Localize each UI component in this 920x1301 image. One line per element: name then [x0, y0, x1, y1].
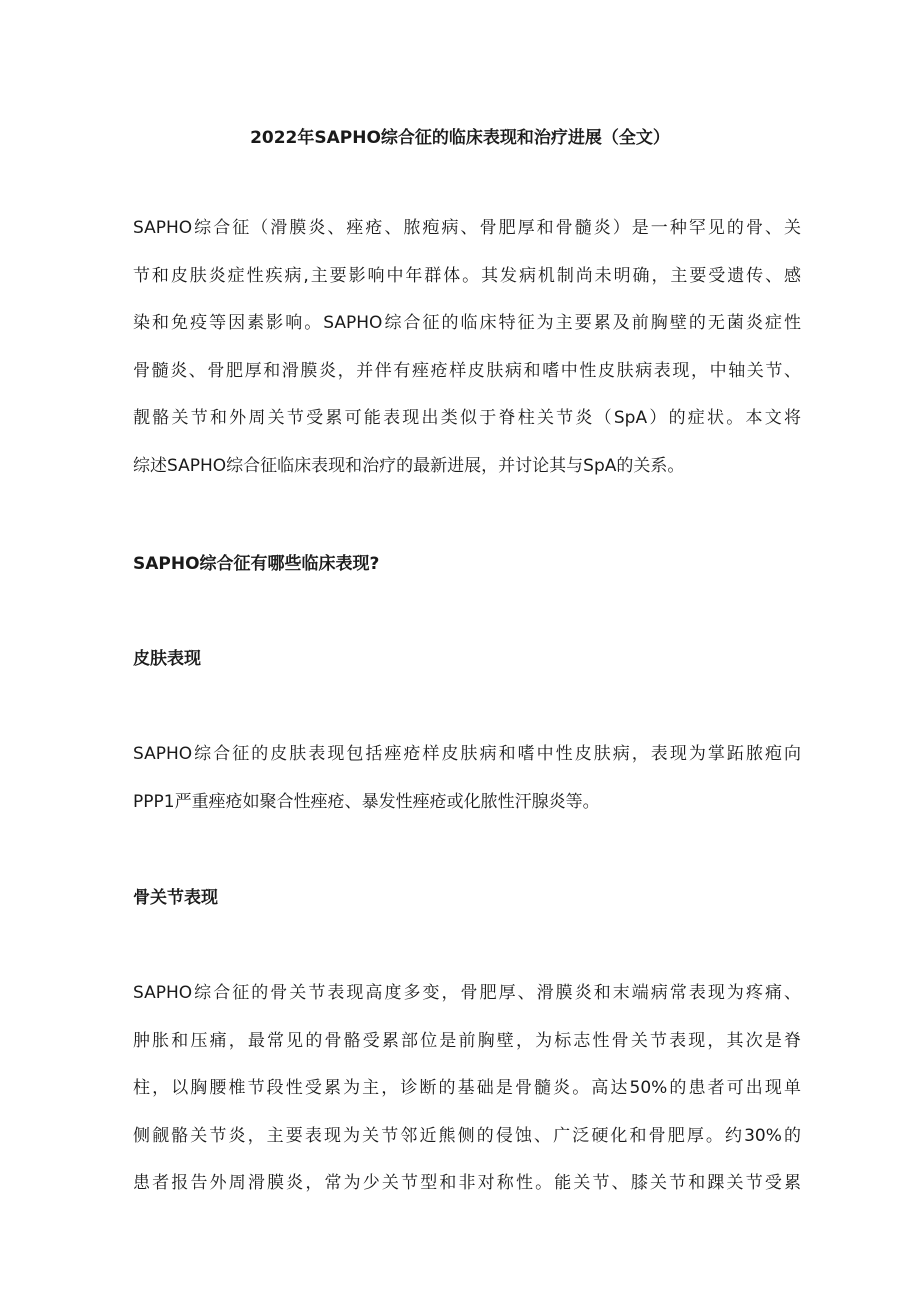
- bone-heading: 骨关节表现: [133, 888, 218, 908]
- question-heading: SAPHO综合征有哪些临床表现?: [133, 554, 380, 574]
- bone-line: 肿胀和压痛，最常见的骨骼受累部位是前胸壁，为标志性骨关节表现，其次是脊: [133, 1030, 801, 1051]
- skin-paragraph: [133, 740, 801, 835]
- intro-line: 染和免疫等因素影响。SAPHO综合征的临床特征为主要累及前胸壁的无菌炎症性: [133, 313, 801, 334]
- bone-line: SAPHO综合征的骨关节表现高度多变，骨肥厚、滑膜炎和末端病常表现为疼痛、: [133, 983, 801, 1003]
- intro-paragraph: [133, 214, 801, 500]
- bone-line: 柱，以胸腰椎节段性受累为主，诊断的基础是骨髓炎。高达50%的患者可出现单: [133, 1078, 801, 1099]
- skin-heading: 皮肤表现: [133, 649, 201, 669]
- intro-line: 靓骼关节和外周关节受累可能表现出类似于脊柱关节炎（SpA）的症状。本文将: [133, 408, 801, 429]
- skin-line: PPP1严重痤疮如聚合性痤疮、暴发性痤疮或化脓性汗腺炎等。: [133, 791, 600, 812]
- intro-line: 综述SAPHO综合征临床表现和治疗的最新进展，并讨论其与SpA的关系。: [133, 455, 685, 476]
- document-title: 2022年SAPHO综合征的临床表现和治疗进展（全文）: [250, 128, 670, 148]
- intro-line: 节和皮肤炎症性疾病,主要影响中年群体。其发病机制尚未明确，主要受遗传、感: [133, 265, 801, 286]
- bone-paragraph: [133, 979, 801, 1217]
- skin-line: SAPHO综合征的皮肤表现包括痤疮样皮肤病和嗜中性皮肤病，表现为掌跖脓疱向: [133, 744, 801, 764]
- bone-line: 患者报告外周滑膜炎，常为少关节型和非对称性。能关节、膝关节和踝关节受累: [133, 1173, 801, 1194]
- intro-line: SAPHO综合征（滑膜炎、痤疮、脓疱病、骨肥厚和骨髓炎）是一种罕见的骨、关: [133, 218, 801, 238]
- bone-line: 侧觎骼关节炎，主要表现为关节邻近熊侧的侵蚀、广泛硬化和骨肥厚。约30%的: [133, 1125, 801, 1146]
- intro-line: 骨髓炎、骨肥厚和滑膜炎，并伴有痤疮样皮肤病和嗜中性皮肤病表现，中轴关节、: [133, 360, 801, 381]
